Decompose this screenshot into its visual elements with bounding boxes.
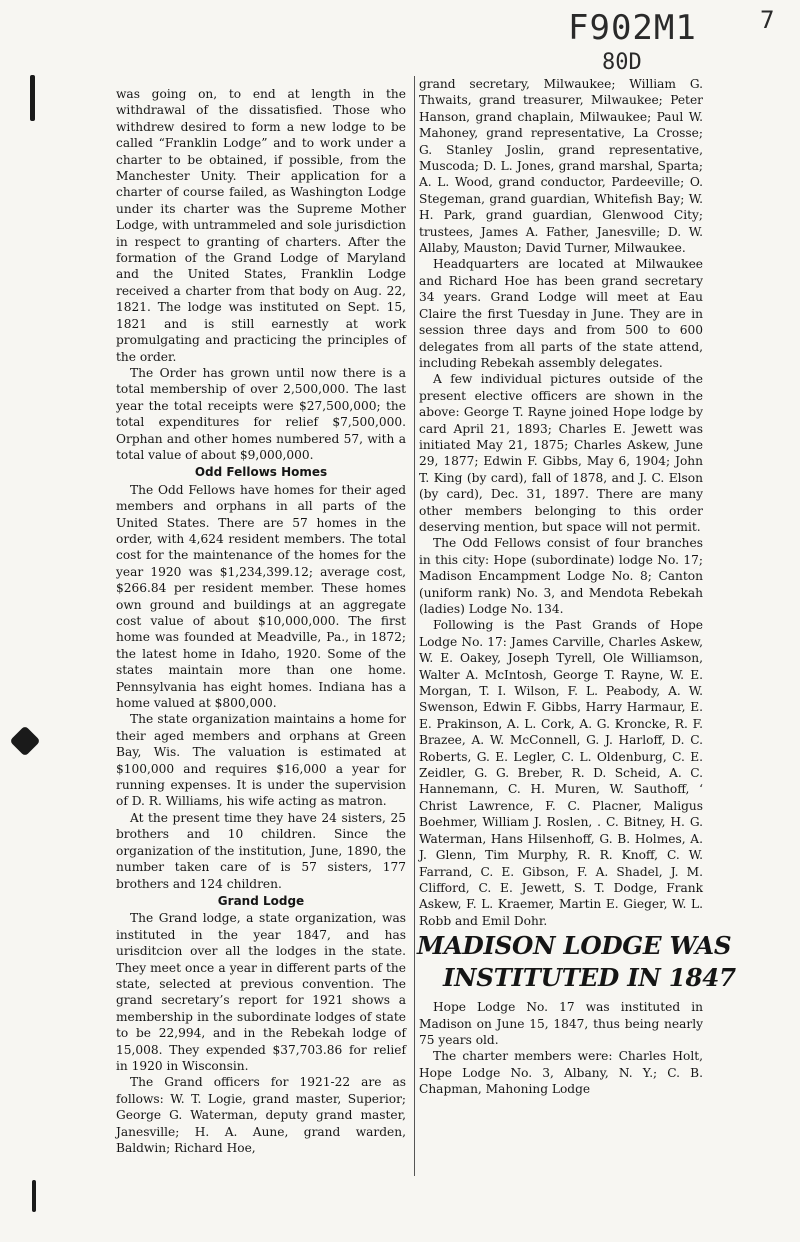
right-column bbox=[414, 76, 736, 1176]
paragraph: Headquarters are located at Milwaukee and Richard Hoe has been grand secretary 34 years. Grand Lodge will meet at Eau Claire the first Tuesday in June. They are in session three days and from 500 to 600 delegates from all parts of the state attend, including Rebekah assembly delegates. bbox=[419, 257, 703, 370]
handwritten-catalog-number: F902M1 bbox=[568, 8, 697, 48]
paragraph: was going on, to end at length in the withdrawal of the dissatisfied. Those who withdrew desired to form a new lodge to be called “Franklin Lodge” and to work under a charter to be obtained, if possible, from the Manchester Unity. Their application for a charter of course failed, as Washington Lodge under its charter was the Supreme Mother Lodge, with untrammeled and sole jurisdiction in respect to granting of charters. After the formation of the Grand Lodge of Maryland and the United States, Franklin Lodge received a charter from that body on Aug. 22, 1821. The lodge was instituted on Sept. 15, 1821 and is still earnestly at work promulgating and practicing the principles of the order. bbox=[116, 87, 406, 364]
paragraph: A few individual pictures outside of the present elective officers are shown in the above: George T. Rayne joined Hope lodge by card April 21, 1893; Charles E. Jewett was initiated May 21, 1875; Charles Askew, June 29, 1877; Edwin F. Gibbs, May 6, 1904; John T. King (by card), fall of 1878, and J. C. Elson (by card), Dec. 31, 1897. There are many other members belonging to this order deserving mention, but space will not permit. bbox=[419, 372, 703, 534]
left-column bbox=[116, 86, 406, 1186]
section-heading-homes: Odd Fellows Homes bbox=[194, 465, 328, 480]
margin-mark-bottom bbox=[32, 1180, 36, 1212]
paragraph: The Grand lodge, a state organization, was instituted in the year 1847, and has urisditcion over all the lodges in the state. They meet once a year in different parts of the state, selected at previous convention. The grand secretary’s report for 1921 shows a membership in the subordinate lodges of state to be 22,994, and in the Rebekah lodge of 15,008. They expended $37,703.86 for relief in 1920 in Wisconsin. bbox=[116, 911, 406, 1073]
paragraph: Hope Lodge No. 17 was instituted in Madison on June 15, 1847, thus being nearly 75 years old. bbox=[419, 1000, 703, 1047]
article-headline-line-2: INSTITUTED IN 1847 bbox=[443, 963, 736, 993]
handwritten-page-number: 7 bbox=[760, 6, 775, 34]
article-headline-line-1: MADISON LODGE WAS bbox=[417, 931, 732, 961]
paragraph: The Odd Fellows have homes for their aged members and orphans in all parts of the United States. There are 57 homes in the order, with 4,624 resident members. The total cost for the maintenance of the homes for the year 1920 was $1,234,399.12; average cost, $266.84 per resident member. These homes own ground and buildings at an aggregate cost value of about $10,000,000. The first home was founded at Meadville, Pa., in 1872; the latest home in Idaho, 1920. Some of the states maintain more than one home. Pennsylvania has eight homes. Indiana has a home valued at $800,000. bbox=[116, 482, 406, 711]
paragraph: The state organization maintains a home for their aged members and orphans at Green Bay, Wis. The valuation is estimated at $100,000 and requires $16,000 a year for running expenses. It is under the supervision of D. R. Williams, his wife acting as matron. bbox=[116, 712, 406, 809]
paragraph: Following is the Past Grands of Hope Lodge No. 17: James Carville, Charles Askew, W. E. Oakey, Joseph Tyrell, Ole Williamson, Walter A. McIntosh, George T. Rayne, W. E. Morgan, T. I. Wilson, F. L. Peabody, A. W. Swenson, Edwin F. Gibbs, Harry Harmaur, E. E. Prakinson, A. L. Cork, A. G. Kroncke, R. F. Brazee, A. W. McConnell, G. J. Harloff, D. C. Roberts, G. E. Legler, C. L. Oldenburg, C. E. Zeidler, G. G. Breber, R. D. Scheid, A. C. Hannemann, C. H. Muren, W. Sauthoff, ‘ Christ Lawrence, F. C. Placner, Maligus Boehmer, William J. Roslen, . C. Bitney, H. G. Waterman, Hans Hilsenhoff, G. B. Holmes, A. J. Glenn, Tim Murphy, R. R. Knoff, C. W. Farrand, C. E. Gibson, F. A. Shadel, J. M. Clifford, C. E. Jewett, S. T. Dodge, Frank Askew, F. L. Kraemer, Martin E. Gieger, W. L. Robb and Emil Dohr. bbox=[419, 618, 703, 928]
paragraph: The Odd Fellows consist of four branches in this city: Hope (subordinate) lodge No. 17; Madison Encampment Lodge No. 8; Canton (uniform rank) No. 3, and Mendota Rebekah (ladies) Lodge No. 134. bbox=[419, 536, 703, 616]
section-heading-grand-lodge: Grand Lodge bbox=[217, 893, 305, 908]
paragraph: grand secretary, Milwaukee; William G. Thwaits, grand treasurer, Milwaukee; Peter Hanson, grand chaplain, Milwaukee; Paul W. Mahoney, grand representative, La Crosse; G. Stanley Joslin, grand representative, Muscoda; D. L. Jones, grand marshal, Sparta; A. L. Wood, grand conductor, Pardeeville; O. Stegeman, grand guardian, Whitefish Bay; W. H. Park, grand guardian, Glenwood City; trustees, James A. Father, Janesville; D. W. Allaby, Mauston; David Turner, Milwaukee. bbox=[419, 77, 703, 256]
paragraph: The Order has grown until now there is a total membership of over 2,500,000. The last year the total receipts were $27,500,000; the total expenditures for relief $7,500,000. Orphan and other homes numbered 57, with a total value of about $9,000,000. bbox=[116, 365, 406, 462]
margin-mark-top bbox=[30, 75, 35, 121]
handwritten-note: 80D bbox=[602, 50, 642, 75]
paragraph: The charter members were: Charles Holt, Hope Lodge No. 3, Albany, N. Y.; C. B. Chapman, Mahoning Lodge bbox=[419, 1049, 703, 1097]
margin-mark-diamond bbox=[9, 725, 40, 756]
paragraph: At the present time they have 24 sisters, 25 brothers and 10 children. Since the organization of the institution, June, 1890, the number taken care of is 57 sisters, 177 brothers and 124 children. bbox=[116, 810, 406, 891]
paragraph: The Grand officers for 1921-22 are as follows: W. T. Logie, grand master, Superior; George G. Waterman, deputy grand master, Janesville; H. A. Aune, grand warden, Baldwin; Richard Hoe, bbox=[116, 1075, 406, 1155]
